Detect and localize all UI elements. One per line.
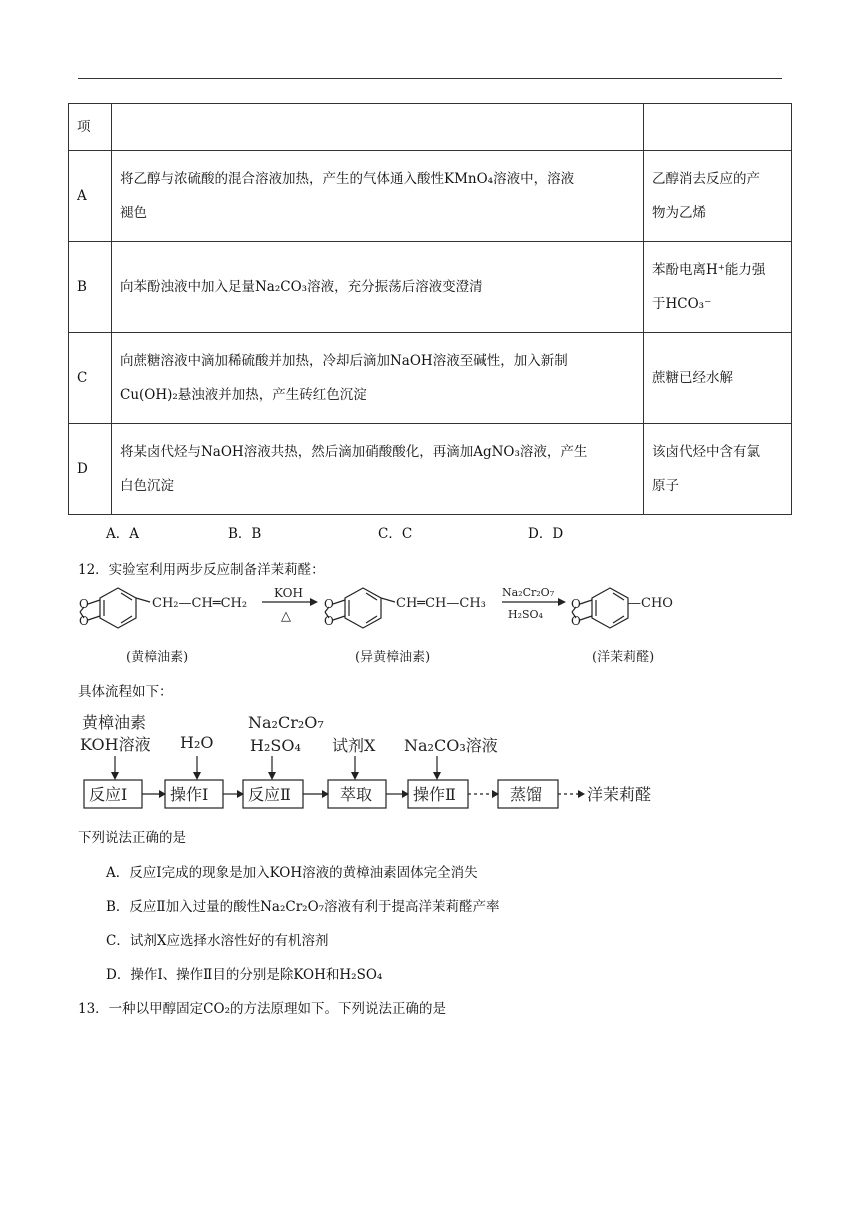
row-label: B (69, 242, 112, 333)
flow-reagent: H₂SO₄ (250, 736, 301, 755)
flow-product: 洋茉莉醛 (587, 785, 652, 804)
table-row (69, 333, 792, 424)
reagent-1-top: KOH (274, 586, 303, 600)
choice-d[interactable]: D．D (528, 526, 564, 542)
conclusion-line: 蔗糖已经水解 (652, 370, 733, 386)
dioxole-o: O (79, 614, 89, 628)
experiment-line: Cu(OH)₂悬浊液并加热，产生砖红色沉淀 (120, 387, 367, 403)
dioxole-o: O (79, 597, 89, 611)
table-header-cell (112, 104, 644, 151)
table-header-row (69, 104, 792, 151)
flow-intro: 具体流程如下： (78, 684, 173, 700)
header-rule (78, 78, 782, 79)
row-label: C (69, 333, 112, 424)
table-row (69, 151, 792, 242)
conclusion-cell (644, 151, 792, 242)
flow-step: 反应Ⅱ (248, 785, 291, 804)
table-header-cell: 项 (69, 104, 112, 151)
arrowhead-1 (310, 598, 318, 606)
row-label: D (69, 424, 112, 515)
dioxole-o: O (571, 614, 581, 628)
reagent-2-bottom: H₂SO₄ (508, 608, 543, 621)
row-label: A (69, 151, 112, 242)
q12-stem: 12．实验室利用两步反应制备洋茉莉醛： (78, 562, 325, 578)
flow-reagent: Na₂CO₃溶液 (404, 736, 498, 755)
chain-1: CH₂—CH═CH₂ (152, 596, 248, 611)
choice-a[interactable]: A．A (106, 526, 139, 542)
option-c[interactable]: C．试剂X应选择水溶性好的有机溶剂 (106, 933, 329, 949)
conclusion-cell (644, 242, 792, 333)
q12-question: 下列说法正确的是 (78, 830, 186, 846)
chain-2: CH═CH—CH₃ (396, 596, 486, 611)
q13-stem: 13．一种以甲醇固定CO₂的方法原理如下。下列说法正确的是 (78, 1001, 446, 1017)
table-row (69, 424, 792, 515)
choice-c[interactable]: C．C (378, 526, 413, 542)
dioxole-o: O (324, 597, 334, 611)
reagent-2-top: Na₂Cr₂O₇ (502, 586, 555, 599)
process-flowchart (70, 708, 670, 818)
experiment-cell (112, 333, 644, 424)
conclusion-line: 苯酚电离H⁺能力强 (652, 262, 766, 278)
conclusion-cell (644, 424, 792, 515)
experiment-line: 将乙醇与浓硫酸的混合溶液加热，产生的气体通入酸性KMnO₄溶液中，溶液 (120, 171, 575, 187)
table-row (69, 242, 792, 333)
flow-step: 蒸馏 (510, 785, 543, 804)
option-b[interactable]: B．反应Ⅱ加入过量的酸性Na₂Cr₂O₇溶液有利于提高洋茉莉醛产率 (106, 899, 500, 915)
experiment-cell (112, 151, 644, 242)
conclusion-line: 于HCO₃⁻ (652, 296, 712, 312)
experiment-table (68, 103, 792, 515)
flow-step: 反应Ⅰ (89, 785, 128, 804)
conclusion-line: 乙醇消去反应的产 (652, 171, 760, 187)
flow-reagent: 黄樟油素 (82, 713, 147, 732)
compound-name-1: (黄樟油素) (126, 650, 189, 665)
experiment-cell (112, 242, 644, 333)
conclusion-line: 原子 (652, 478, 679, 494)
benzodioxole-ring-2 (325, 588, 395, 628)
flow-reagent: Na₂Cr₂O₇ (248, 713, 324, 732)
arrowhead-2 (558, 598, 566, 606)
flow-step: 操作Ⅰ (170, 785, 209, 804)
option-a[interactable]: A．反应Ⅰ完成的现象是加入KOH溶液的黄樟油素固体完全消失 (106, 865, 478, 881)
conclusion-cell (644, 333, 792, 424)
flow-reagent: KOH溶液 (80, 735, 151, 754)
benzodioxole-ring-1 (80, 588, 150, 628)
compound-name-3: (洋茉莉醛) (592, 650, 655, 665)
experiment-line: 褪色 (120, 205, 147, 221)
table-header-cell (644, 104, 792, 151)
conclusion-line: 物为乙烯 (652, 205, 706, 221)
chain-3: —CHO (628, 596, 673, 611)
reagent-1-bottom: △ (281, 609, 291, 624)
dioxole-o: O (324, 614, 334, 628)
choice-b[interactable]: B．B (228, 526, 262, 542)
option-d[interactable]: D．操作Ⅰ、操作Ⅱ目的分别是除KOH和H₂SO₄ (106, 967, 383, 983)
flow-reagent: H₂O (180, 733, 214, 752)
compound-name-2: (异黄樟油素) (355, 650, 431, 665)
experiment-line: 将某卤代烃与NaOH溶液共热，然后滴加硝酸酸化，再滴加AgNO₃溶液，产生 (120, 444, 588, 460)
flow-step: 萃取 (340, 785, 373, 804)
experiment-line: 向蔗糖溶液中滴加稀硫酸并加热，冷却后滴加NaOH溶液至碱性，加入新制 (120, 353, 568, 369)
flow-step: 操作Ⅱ (413, 785, 456, 804)
conclusion-line: 该卤代烃中含有氯 (652, 444, 760, 460)
flow-reagent: 试剂X (332, 736, 376, 755)
experiment-cell (112, 424, 644, 515)
experiment-line: 向苯酚浊液中加入足量Na₂CO₃溶液，充分振荡后溶液变澄清 (120, 279, 483, 295)
reaction-scheme (70, 580, 730, 672)
dioxole-o: O (571, 597, 581, 611)
experiment-line: 白色沉淀 (120, 478, 174, 494)
